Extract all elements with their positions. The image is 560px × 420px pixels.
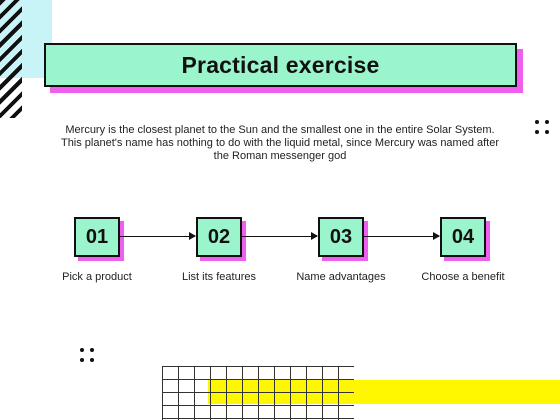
step-label: Pick a product <box>62 271 132 283</box>
description-text: Mercury is the closest planet to the Sun and the smallest one in the entire Solar System. This planet's name has nothing to do with the liquid metal, since Mercury was named after the Roman messenger god <box>60 124 500 162</box>
step-number: 02 <box>196 217 242 257</box>
decorative-dots-right <box>535 120 553 138</box>
decorative-grid <box>162 366 354 420</box>
arrow-right-icon <box>364 236 439 237</box>
step-label: Name advantages <box>296 271 386 283</box>
step-label: List its features <box>182 271 256 283</box>
step-2 <box>196 217 242 257</box>
title-banner <box>44 43 517 87</box>
decorative-dots-bottom <box>80 348 98 366</box>
step-number: 03 <box>318 217 364 257</box>
step-3 <box>318 217 364 257</box>
decorative-stripes <box>0 0 22 118</box>
page-title: Practical exercise <box>181 51 380 78</box>
step-1 <box>74 217 120 257</box>
title-box <box>44 43 517 87</box>
arrow-right-icon <box>120 236 195 237</box>
step-number: 01 <box>74 217 120 257</box>
arrow-right-icon <box>242 236 317 237</box>
step-number: 04 <box>440 217 486 257</box>
step-label: Choose a benefit <box>421 271 505 283</box>
step-4 <box>440 217 486 257</box>
